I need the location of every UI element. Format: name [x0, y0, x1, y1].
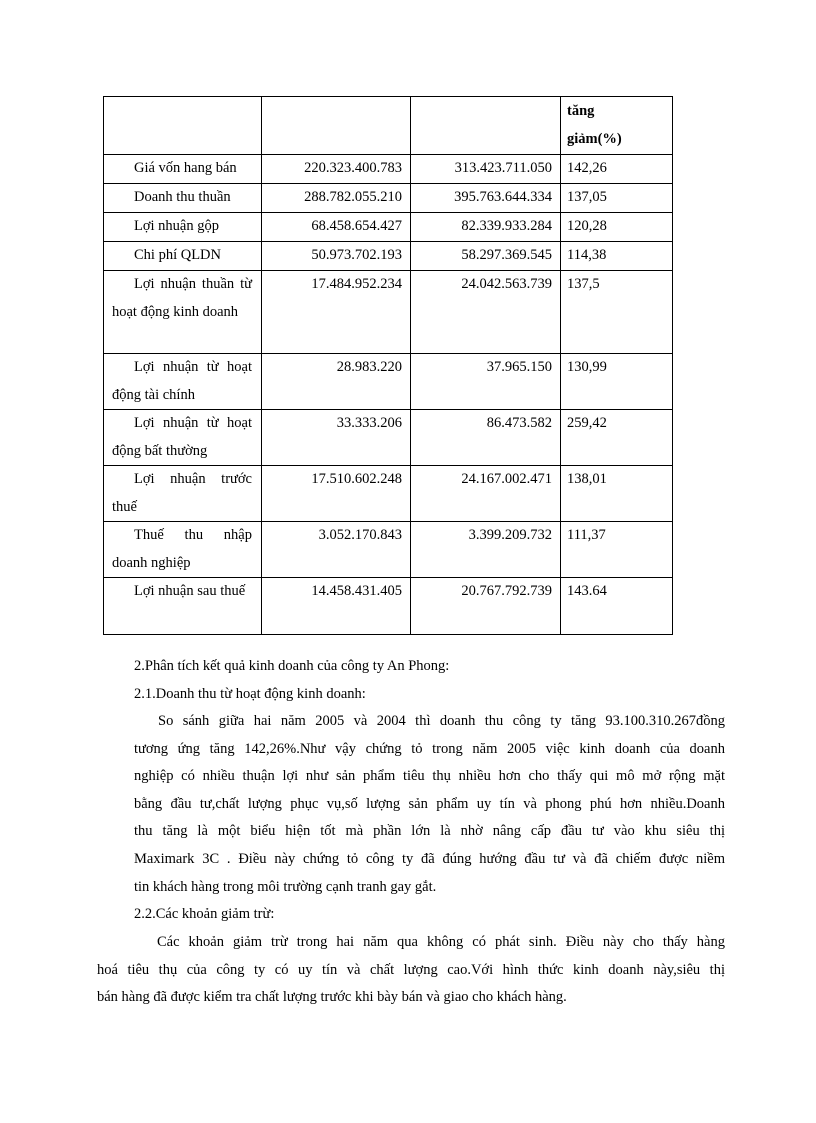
row-label: Giá vốn hang bán [104, 155, 262, 184]
percent-change: 114,38 [561, 242, 673, 271]
header-cell-2004 [262, 97, 411, 155]
text-line: hoá tiêu thụ của công ty có uy tín và chất lượng cao.Với hình thức kinh doanh này,siêu thị [97, 961, 725, 978]
value-2005: 3.399.209.732 [411, 522, 561, 578]
percent-change: 142,26 [561, 155, 673, 184]
percent-change: 111,37 [561, 522, 673, 578]
table-row [104, 578, 673, 635]
value-2004: 17.510.602.248 [262, 466, 411, 522]
text-line: Các khoản giảm trừ trong hai năm qua không có phát sinh. Điều này cho thấy hàng [157, 934, 725, 950]
text-line: tương ứng tăng 142,26%.Như vậy chứng tỏ trong năm 2005 việc kinh doanh của doanh [134, 740, 725, 757]
row-label: Lợi nhuận gộp [104, 213, 262, 242]
value-2004: 28.983.220 [262, 354, 411, 410]
text-line: nghiệp có nhiều thuận lợi như sản phẩm tiêu thụ nhiều hơn cho thấy qui mô mở rộng mặt [134, 768, 725, 785]
header-cell-label [104, 97, 262, 155]
table-row [104, 466, 673, 522]
table-row [104, 354, 673, 410]
value-2005: 82.339.933.284 [411, 213, 561, 242]
value-2004: 50.973.702.193 [262, 242, 411, 271]
row-label: Doanh thu thuần [104, 184, 262, 213]
row-label: Thuế thu nhập doanh nghiệp [104, 522, 262, 578]
percent-change: 259,42 [561, 410, 673, 466]
table-row [104, 213, 673, 242]
percent-change: 138,01 [561, 466, 673, 522]
table-row [104, 242, 673, 271]
text-line: Maximark 3C . Điều này chứng tỏ công ty đã đúng hướng đầu tư và đã chiếm được niềm [134, 850, 725, 867]
value-2005: 24.042.563.739 [411, 271, 561, 354]
text-line: tin khách hàng trong môi trường cạnh tranh gay gắt. [134, 878, 437, 895]
text-line: So sánh giữa hai năm 2005 và 2004 thì doanh thu công ty tăng 93.100.310.267đồng [158, 713, 725, 729]
subsection-heading-deductions: 2.2.Các khoản giảm trừ: [134, 906, 275, 922]
table-row [104, 522, 673, 578]
value-2005: 20.767.792.739 [411, 578, 561, 635]
value-2004: 33.333.206 [262, 410, 411, 466]
row-label: Lợi nhuận từ hoạt động tài chính [104, 354, 262, 410]
row-label: Lợi nhuận trước thuế [104, 466, 262, 522]
value-2004: 68.458.654.427 [262, 213, 411, 242]
value-2004: 17.484.952.234 [262, 271, 411, 354]
header-cell-2005 [411, 97, 561, 155]
value-2004: 3.052.170.843 [262, 522, 411, 578]
value-2004: 220.323.400.783 [262, 155, 411, 184]
value-2005: 395.763.644.334 [411, 184, 561, 213]
table-row [104, 410, 673, 466]
header-cell-pct: tăng giảm(%) [561, 97, 673, 155]
value-2005: 86.473.582 [411, 410, 561, 466]
text-line: bán hàng đã được kiểm tra chất lượng trước khi bày bán và giao cho khách hàng. [97, 989, 567, 1006]
subsection-heading-revenue: 2.1.Doanh thu từ hoạt động kinh doanh: [134, 686, 366, 702]
table-header-row [104, 97, 673, 155]
value-2005: 37.965.150 [411, 354, 561, 410]
value-2004: 14.458.431.405 [262, 578, 411, 635]
paragraph-deductions [97, 934, 725, 1017]
row-label: Chi phí QLDN [104, 242, 262, 271]
percent-change: 130,99 [561, 354, 673, 410]
text-line: bằng đầu tư,chất lượng phục vụ,số lượng sản phẩm uy tín và phong phú hơn nhiều.Doanh [134, 795, 725, 812]
text-line: thu tăng là một biểu hiện tốt mà phần lớn là nhờ nâng cấp đầu tư vào khu siêu thị [134, 823, 725, 840]
percent-change: 143.64 [561, 578, 673, 635]
section-heading: 2.Phân tích kết quả kinh doanh của công ty An Phong: [134, 658, 450, 674]
row-label: Lợi nhuận từ hoạt động bất thường [104, 410, 262, 466]
comparison-table [103, 96, 673, 635]
table-row [104, 184, 673, 213]
percent-change: 137,05 [561, 184, 673, 213]
row-label: Lợi nhuận thuần từ hoạt động kinh doanh [104, 271, 262, 354]
value-2005: 58.297.369.545 [411, 242, 561, 271]
percent-change: 120,28 [561, 213, 673, 242]
value-2004: 288.782.055.210 [262, 184, 411, 213]
row-label: Lợi nhuận sau thuế [104, 578, 262, 635]
table-row [104, 155, 673, 184]
value-2005: 24.167.002.471 [411, 466, 561, 522]
table-row [104, 271, 673, 354]
percent-change: 137,5 [561, 271, 673, 354]
paragraph-revenue [134, 713, 725, 906]
value-2005: 313.423.711.050 [411, 155, 561, 184]
